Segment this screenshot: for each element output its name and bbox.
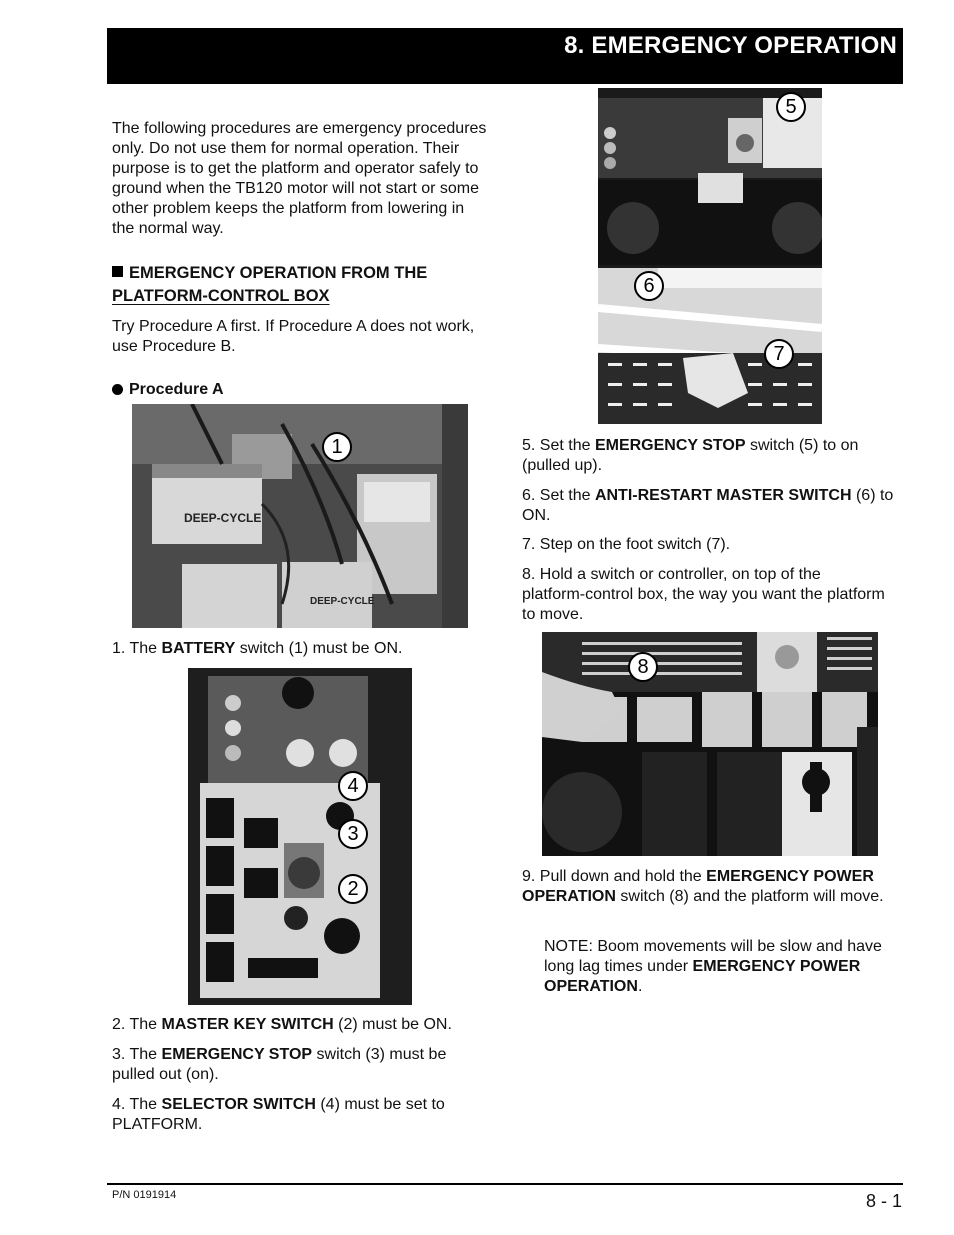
callout-4: 4 [338, 771, 368, 801]
part-number: P/N 0191914 [112, 1189, 177, 1201]
step-3: 3. The EMERGENCY STOP switch (3) must be pulled out (on). [112, 1046, 447, 1083]
step-9: 9. Pull down and hold the EMERGENCY POWER OPERATION switch (8) and the platform will move. [522, 868, 884, 905]
step-5: 5. Set the EMERGENCY STOP switch (5) to on (pulled up). [522, 437, 859, 474]
callout-3: 3 [338, 819, 368, 849]
procedure-a-label: Procedure A [129, 381, 224, 398]
platform-panel-photo [598, 88, 822, 424]
control-box-photo [188, 668, 412, 1005]
step-4: 4. The SELECTOR SWITCH (4) must be set to PLATFORM. [112, 1096, 445, 1133]
battery-label-2: DEEP-CYCLE [310, 596, 375, 607]
page-number: 8 - 1 [865, 1191, 902, 1211]
note: NOTE: Boom movements will be slow and have long lag times under EMERGENCY POWER OPERATION. [544, 938, 882, 995]
square-bullet-icon [112, 266, 123, 277]
step-2: 2. The MASTER KEY SWITCH (2) must be ON. [112, 1016, 452, 1033]
footer-rule [107, 1183, 903, 1185]
header-bar [107, 28, 903, 84]
procedure-a-heading [112, 380, 224, 400]
section-heading-line1: EMERGENCY OPERATION FROM THE [129, 264, 428, 282]
callout-1: 1 [322, 432, 352, 462]
battery-label: DEEP-CYCLE [184, 511, 262, 525]
try-procedure-text: Try Procedure A first. If Procedure A does not work, use Procedure B. [112, 318, 475, 355]
section-heading [112, 262, 492, 308]
callout-8: 8 [628, 652, 658, 682]
step-6: 6. Set the ANTI-RESTART MASTER SWITCH (6) to ON. [522, 487, 894, 524]
emergency-power-photo [542, 632, 878, 856]
circle-bullet-icon [112, 384, 123, 395]
step-7: 7. Step on the foot switch (7). [522, 536, 731, 553]
intro-paragraph: The following procedures are emergency procedures only. Do not use them for normal operation. Their purpose is to get the platform and operator safely to ground when the TB120 motor will not start or some other problem keeps the platform from lowering in the normal way. [112, 120, 487, 237]
callout-2: 2 [338, 874, 368, 904]
page-title: 8. EMERGENCY OPERATION [564, 32, 897, 59]
step-8: 8. Hold a switch or controller, on top of the platform-control box, the way you want the platform to move. [522, 566, 885, 623]
callout-7: 7 [764, 339, 794, 369]
callout-5: 5 [776, 92, 806, 122]
battery-photo [132, 404, 468, 628]
section-heading-line2: PLATFORM-CONTROL BOX [112, 287, 330, 305]
step-1: 1. The BATTERY switch (1) must be ON. [112, 640, 403, 657]
callout-6: 6 [634, 271, 664, 301]
